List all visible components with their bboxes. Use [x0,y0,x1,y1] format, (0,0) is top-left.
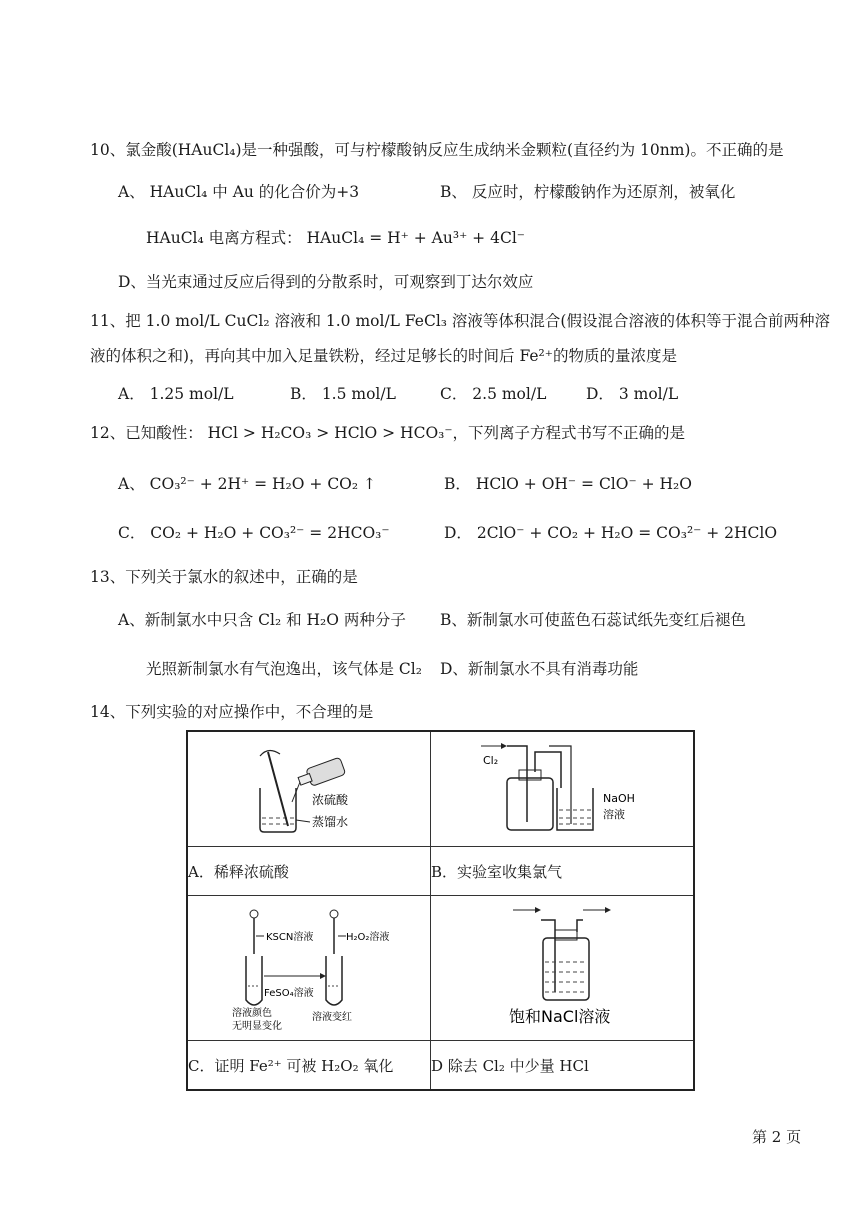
collect-chlorine-diagram [431,732,693,842]
q11-option-b: B． 1.5 mol/L [290,385,396,403]
q10-stem: 10、氯金酸(HAuCl₄)是一种强酸，可与柠檬酸钠反应生成纳米金颗粒(直径约为 10nm)。不正确的是 [90,141,784,159]
caption-d: D 除去 Cl₂ 中少量 HCl [431,1041,695,1091]
q14-figure-table [186,730,695,1091]
q10-option-d: D、当光束通过反应后得到的分散系时，可观察到丁达尔效应 [118,273,534,291]
figure-remove-hcl [431,896,695,1041]
label-water: 蒸馏水 [312,815,349,829]
label-cl2: Cl₂ [483,754,499,767]
label-naoh: NaOH [603,792,635,805]
dilute-acid-diagram [188,732,430,842]
remove-hcl-diagram [431,896,693,1036]
q11-option-a: A． 1.25 mol/L [118,385,234,403]
q10-option-a: A、 HAuCl₄ 中 Au 的化合价为+3 [118,183,360,201]
figure-fe2-oxidation [187,896,431,1041]
q11-option-c: C． 2.5 mol/L [440,385,547,403]
figure-collect-chlorine [431,731,695,847]
q13-option-c: 光照新制氯水有气泡逸出，该气体是 Cl₂ [146,660,422,678]
caption-c: C．证明 Fe²⁺ 可被 H₂O₂ 氧化 [187,1041,431,1091]
figure-dilute-acid [187,731,431,847]
q11-stem-line2: 液的体积之和)，再向其中加入足量铁粉，经过足够长的时间后 Fe²⁺的物质的量浓度是 [90,347,677,365]
page-number: 第 2 页 [752,1128,802,1146]
label-sat-nacl: 饱和NaCl溶液 [509,1007,611,1026]
q12-stem: 12、已知酸性： HCl > H₂CO₃ > HClO > HCO₃⁻，下列离子方程式书写不正确的是 [90,424,686,442]
caption-b: B．实验室收集氯气 [431,847,695,896]
label-no-change: 无明显变化 [232,1021,282,1032]
q13-stem: 13、下列关于氯水的叙述中，正确的是 [90,568,358,586]
q12-option-c: C． CO₂ + H₂O + CO₃²⁻ = 2HCO₃⁻ [118,524,390,542]
label-solution: 溶液 [603,808,625,821]
q13-option-d: D、新制氯水不具有消毒功能 [440,660,639,678]
q12-option-d: D． 2ClO⁻ + CO₂ + H₂O = CO₃²⁻ + 2HClO [444,524,778,542]
q12-option-a: A、 CO₃²⁻ + 2H⁺ = H₂O + CO₂ ↑ [118,475,377,493]
q13-option-a: A、新制氯水中只含 Cl₂ 和 H₂O 两种分子 [118,611,406,629]
q13-option-b: B、新制氯水可使蓝色石蕊试纸先变红后褪色 [440,611,746,629]
q12-option-b: B． HClO + OH⁻ = ClO⁻ + H₂O [444,475,692,493]
fe2-oxidation-diagram [188,896,430,1036]
label-turns-red: 溶液变红 [312,1012,352,1023]
label-kscn: KSCN溶液 [266,932,314,943]
q14-stem: 14、下列实验的对应操作中，不合理的是 [90,703,374,721]
label-conc-acid: 浓硫酸 [312,793,349,807]
q10-option-c: HAuCl₄ 电离方程式： HAuCl₄ = H⁺ + Au³⁺ + 4Cl⁻ [146,229,525,247]
label-h2o2: H₂O₂溶液 [346,932,390,943]
label-feso4: FeSO₄溶液 [264,988,314,999]
q10-option-b: B、 反应时，柠檬酸钠作为还原剂，被氧化 [440,183,736,201]
q11-option-d: D． 3 mol/L [586,385,679,403]
label-color: 溶液颜色 [232,1008,272,1019]
q11-stem-line1: 11、把 1.0 mol/L CuCl₂ 溶液和 1.0 mol/L FeCl₃ 溶液等体积混合(假设混合溶液的体积等于混合前两种溶 [90,312,830,330]
caption-a: A．稀释浓硫酸 [187,847,431,896]
